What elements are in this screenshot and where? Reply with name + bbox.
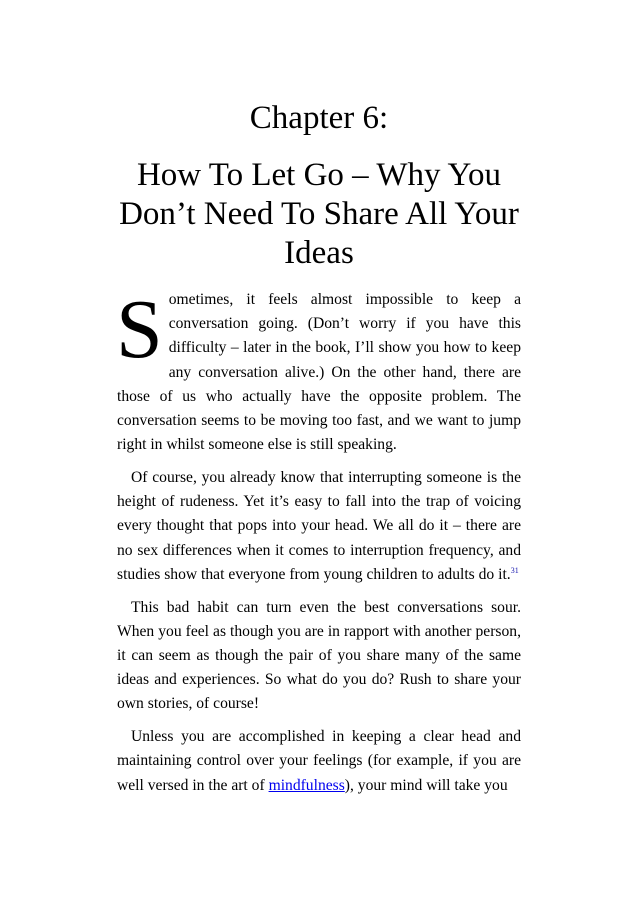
paragraph-4-text-before: Unless you are accomplished in keeping a clear head and maintaining control over your feelings (for example, if you are well versed in the art of bbox=[117, 728, 521, 794]
paragraph-3 bbox=[117, 596, 521, 717]
paragraph-3-text: This bad habit can turn even the best conversations sour. When you feel as though you are in rapport with another person, it can seem as though the pair of you share many of the same ideas and experiences. So what do you do? Rush to share your own stories, of course! bbox=[117, 598, 521, 713]
drop-cap: S bbox=[116, 283, 163, 376]
paragraph-4-text-after: ), your mind will take you bbox=[344, 776, 508, 794]
paragraph-2 bbox=[117, 466, 521, 587]
chapter-title: How To Let Go – Why You Don’t Need To Share All Your Ideas bbox=[119, 157, 519, 271]
chapter-body bbox=[116, 283, 521, 806]
footnote-reference[interactable]: 31 bbox=[510, 565, 519, 575]
paragraph-2-text: Of course, you already know that interrupting someone is the height of rudeness. Yet it’s easy to fall into the trap of voicing every thought that pops into your head. We all do it – there are no sex differences when it comes to interruption frequency, and studies show that everyone from young children to adults do it. bbox=[117, 469, 521, 583]
paragraph-1 bbox=[116, 283, 521, 457]
mindfulness-link[interactable]: mindfulness bbox=[268, 776, 345, 794]
book-page bbox=[117, 0, 521, 900]
paragraph-4 bbox=[117, 725, 521, 798]
paragraph-1-text: ometimes, it feels almost impossible to keep a conversation going. (Don’t worry if you have this difficulty – later in the book, I’ll show you how to keep any conversation alive.) On the other hand, there are those of us who actually have the opposite problem. The conversation seems to be moving too fast, and we want to jump right in whilst someone else is still speaking. bbox=[117, 291, 521, 454]
chapter-number: Chapter 6: bbox=[249, 100, 389, 136]
